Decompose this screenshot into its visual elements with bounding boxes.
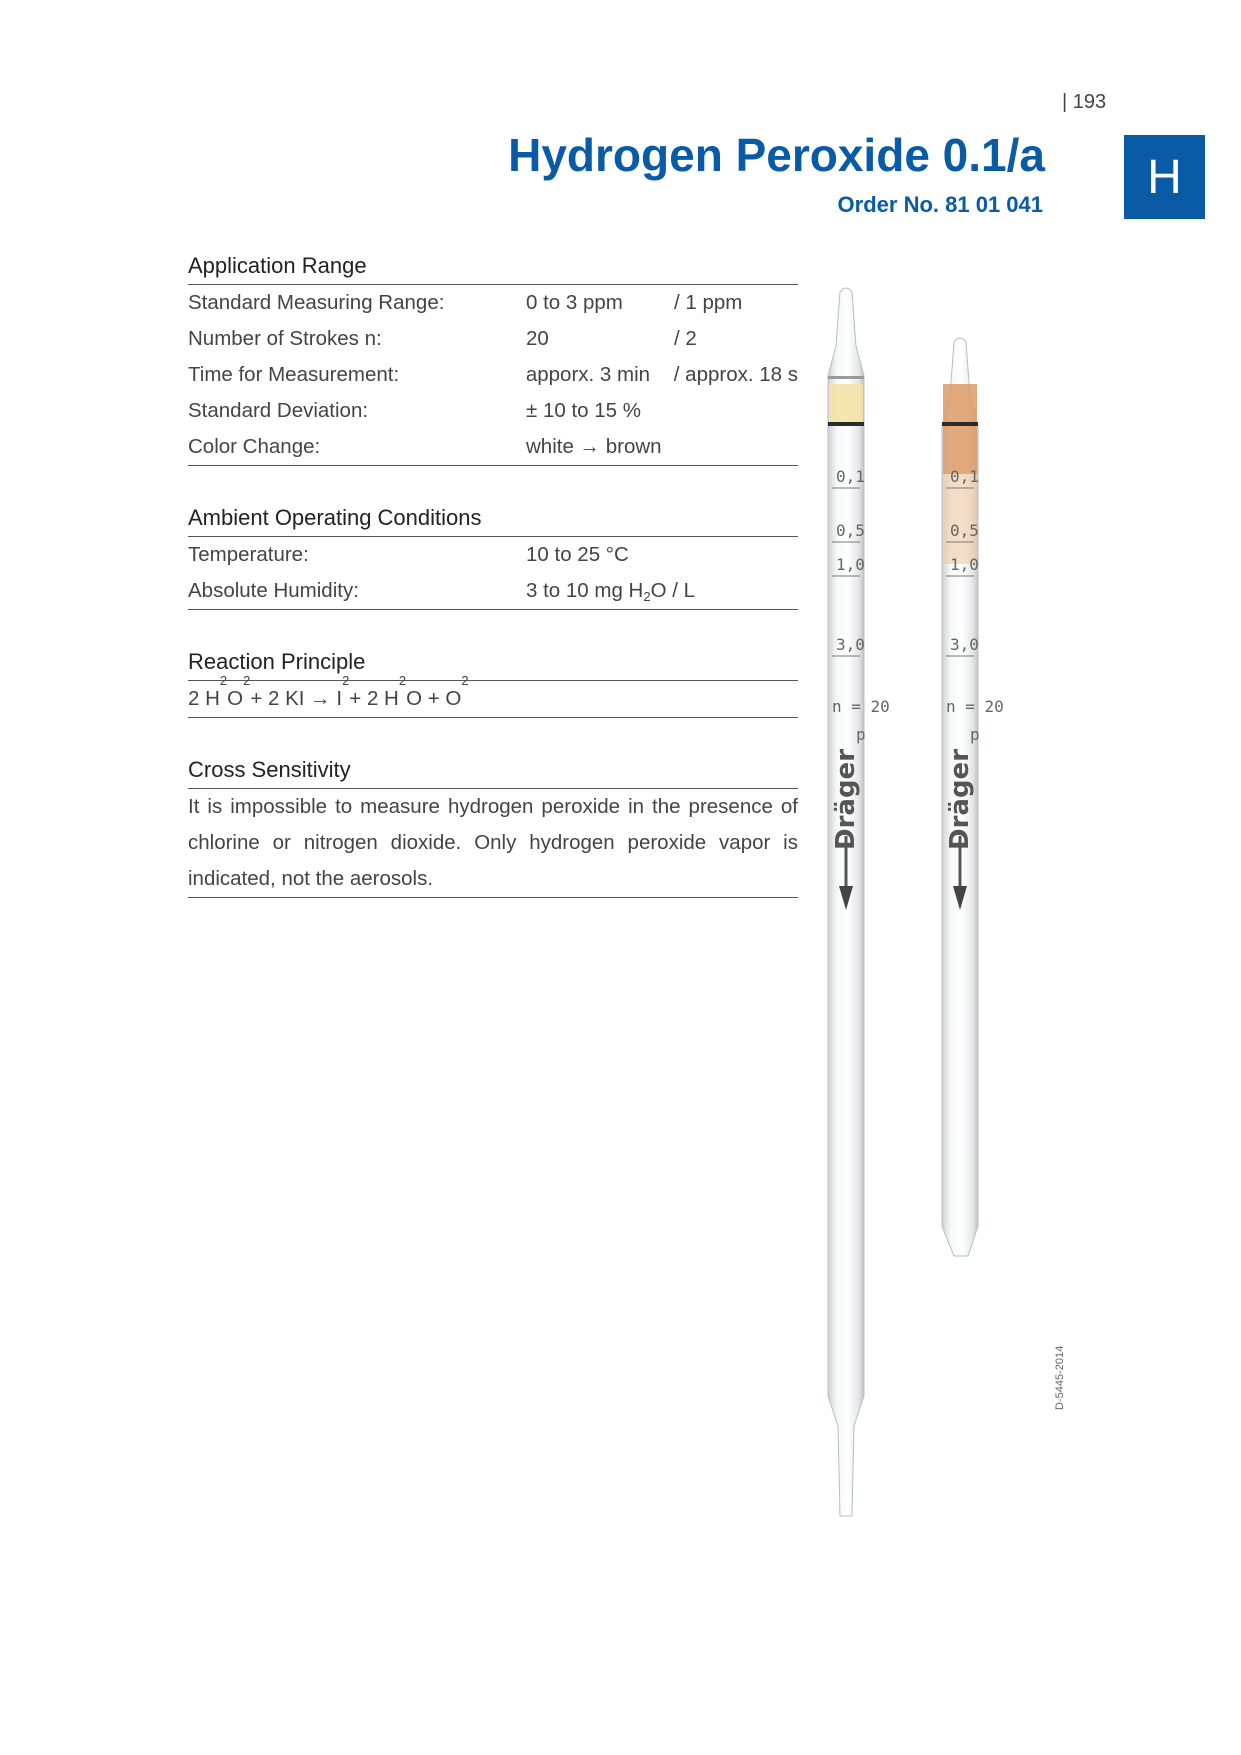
spec-table bbox=[188, 250, 798, 934]
strokes-label: n = 20 bbox=[946, 697, 1004, 716]
cross-sensitivity-text: It is impossible to measure hydrogen peroxide in the presence of chlorine or nitrogen dioxide. Only hydrogen peroxide vapor is indicated, not the aerosols. bbox=[188, 795, 798, 890]
reaction-rows bbox=[188, 673, 798, 718]
reaction-heading: Reaction Principle bbox=[188, 646, 798, 681]
scale-mark: 3,0 bbox=[836, 635, 865, 654]
spec-value-alt bbox=[674, 429, 798, 465]
spec-row bbox=[188, 393, 798, 429]
spec-value: 3 to 10 mg $H_2O$ / L bbox=[526, 579, 696, 604]
unit-fragment: p bbox=[970, 725, 980, 744]
scale-mark: 0,1 bbox=[836, 467, 865, 486]
scale-mark: 0,5 bbox=[836, 521, 865, 540]
detector-tubes-photo bbox=[796, 276, 1066, 1524]
cross-sensitivity-heading: Cross Sensitivity bbox=[188, 754, 798, 789]
spec-value: white → brown bbox=[526, 435, 662, 458]
scale-mark: 1,0 bbox=[950, 555, 979, 574]
spec-value-alt: / approx. 18 s bbox=[673, 363, 798, 386]
reagent-layer-discolored bbox=[943, 384, 977, 474]
cross-sensitivity-body bbox=[188, 789, 798, 898]
reagent-layer bbox=[829, 384, 863, 424]
spec-value-alt: / 2 bbox=[674, 327, 697, 350]
spec-row bbox=[188, 357, 798, 393]
spec-value: 10 to 25 °C bbox=[526, 543, 629, 566]
spec-row bbox=[188, 429, 798, 465]
scale-mark: 3,0 bbox=[950, 635, 979, 654]
spec-value-alt: / 1 ppm bbox=[674, 291, 743, 314]
spec-label: Standard Deviation: bbox=[188, 399, 369, 422]
order-number: Order No. 81 01 041 bbox=[837, 192, 1043, 217]
spec-label: Color Change: bbox=[188, 435, 321, 458]
page-title: Hydrogen Peroxide 0.1/a bbox=[508, 129, 1045, 181]
section-tab: H bbox=[1124, 135, 1205, 219]
reaction-equation: 2 H 2 O 2 + 2 KI → I 2 + 2 H 2 O + O 2 bbox=[188, 673, 469, 710]
application-range-heading: Application Range bbox=[188, 250, 798, 285]
tube-unused bbox=[828, 288, 890, 1516]
unit-fragment: p bbox=[856, 725, 866, 744]
spec-value: apporx. 3 min bbox=[525, 363, 651, 386]
scale-mark: 1,0 bbox=[836, 555, 865, 574]
brand-label: Dräger bbox=[945, 748, 975, 850]
spec-value: 20 bbox=[526, 327, 549, 350]
spec-value: ± 10 to 15 % bbox=[526, 399, 641, 422]
tube-used bbox=[942, 338, 1004, 1256]
application-range-rows bbox=[188, 285, 798, 466]
spec-label: Time for Measurement: bbox=[188, 363, 400, 386]
spec-row bbox=[188, 573, 798, 609]
ambient-heading: Ambient Operating Conditions bbox=[188, 502, 798, 537]
page-number: | 193 bbox=[1062, 91, 1107, 113]
spec-value: 0 to 3 ppm bbox=[526, 291, 623, 314]
spec-label: Absolute Humidity: bbox=[188, 579, 359, 602]
scale-mark: 0,1 bbox=[950, 467, 979, 486]
brand-label: Dräger bbox=[831, 748, 861, 850]
spec-value-alt bbox=[674, 393, 798, 429]
spec-label: Number of Strokes n: bbox=[188, 327, 382, 350]
spec-label: Standard Measuring Range: bbox=[188, 291, 445, 314]
spec-row bbox=[188, 285, 798, 321]
spec-row bbox=[188, 537, 798, 573]
ambient-rows bbox=[188, 537, 798, 610]
photo-credit: D-5445-2014 bbox=[1054, 1345, 1066, 1410]
spec-row bbox=[188, 321, 798, 357]
spec-label: Temperature: bbox=[188, 543, 309, 566]
scale-mark: 0,5 bbox=[950, 521, 979, 540]
strokes-label: n = 20 bbox=[832, 697, 890, 716]
